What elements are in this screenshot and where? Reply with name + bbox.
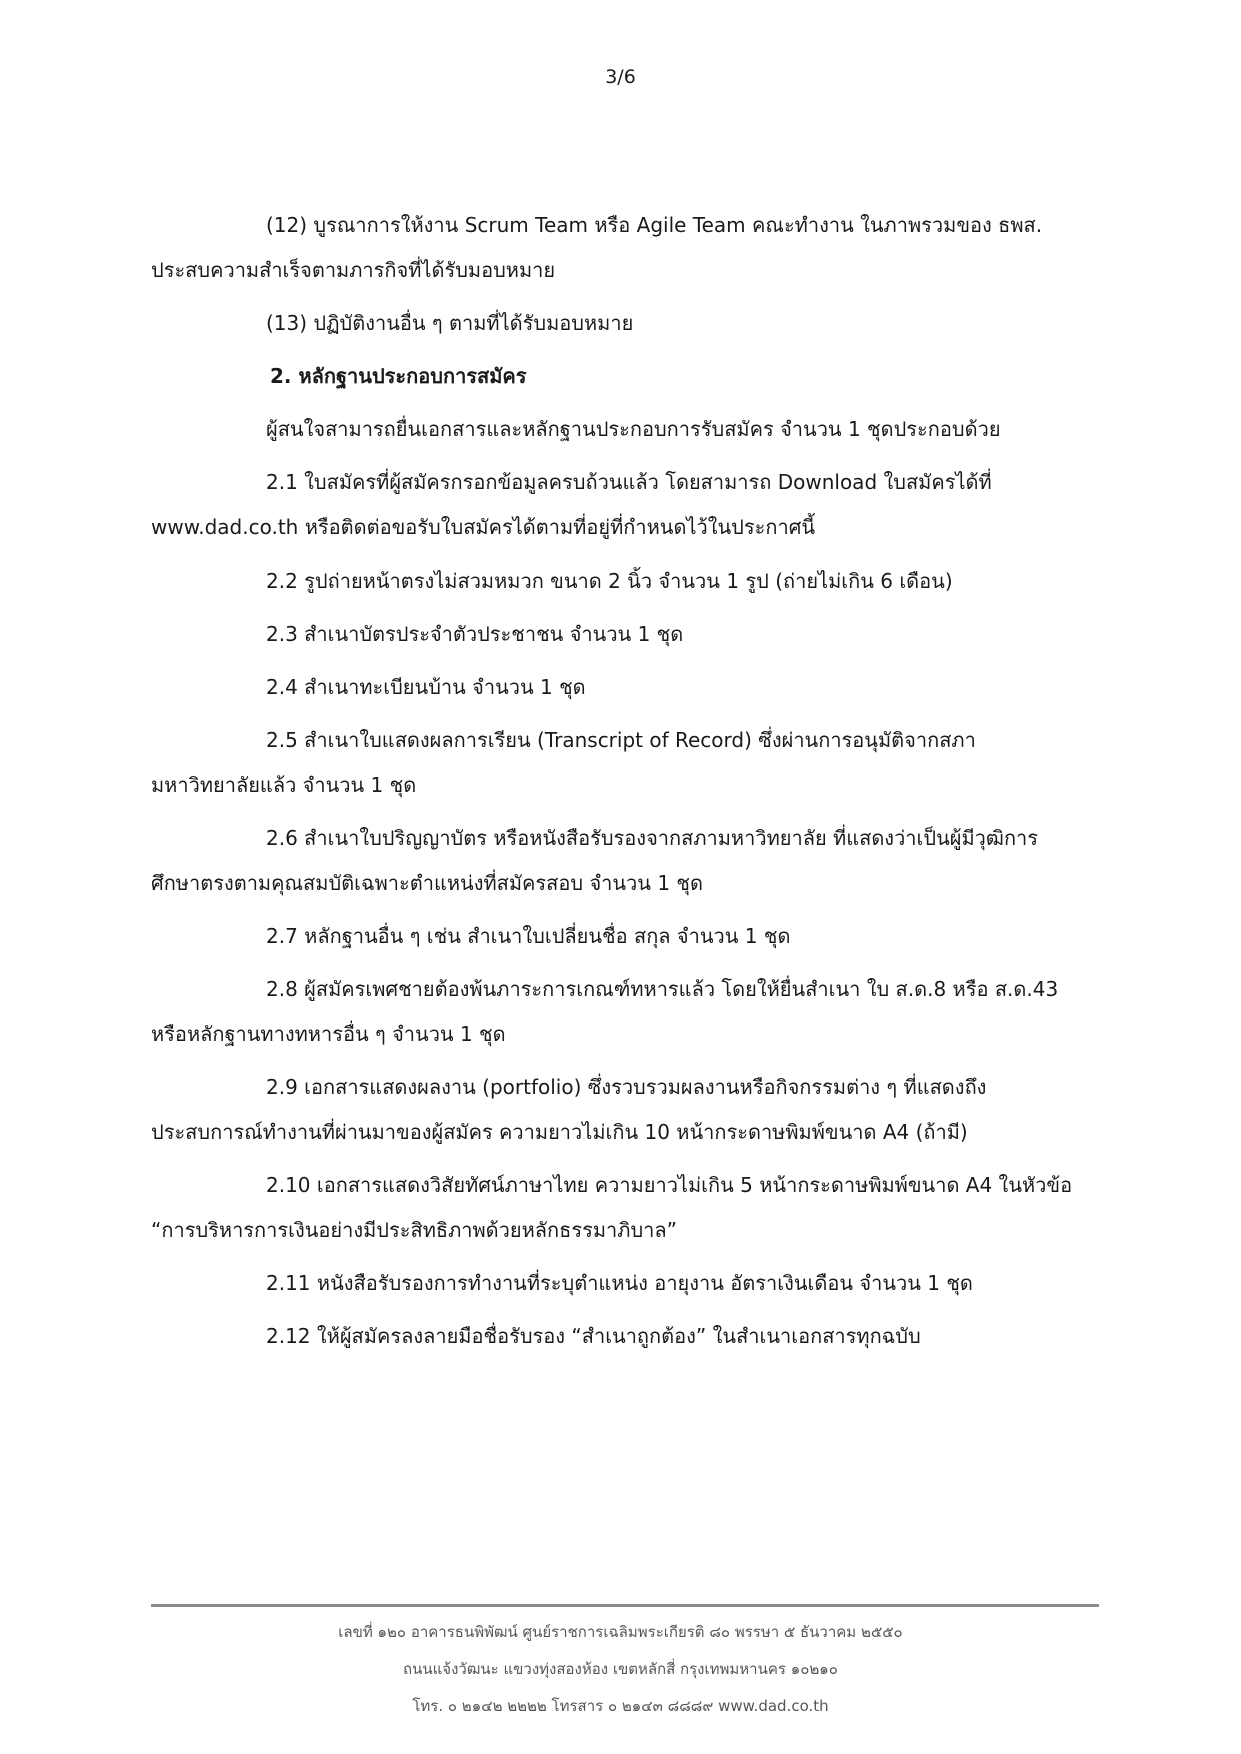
item-2-1-line-2: www.dad.co.th หรือติดต่อขอรับใบสมัครได้ตามที่อยู่ที่กำหนดไว้ในประกาศนี้ [151,515,816,539]
item-2-10-line-2: “การบริหารการเงินอย่างมีประสิทธิภาพด้วยหลักธรรมาภิบาล” [151,1218,677,1242]
item-13: (13) ปฏิบัติงานอื่น ๆ ตามที่ได้รับมอบหมาย [266,311,634,335]
item-2-6-line-1: 2.6 สำเนาใบปริญญาบัตร หรือหนังสือรับรองจากสภามหาวิทยาลัย ที่แสดงว่าเป็นผู้มีวุฒิการ [266,826,1039,850]
item-2-10-line-1: 2.10 เอกสารแสดงวิสัยทัศน์ภาษาไทย ความยาวไม่เกิน 5 หน้ากระดาษพิมพ์ขนาด A4 ในหัวข้อ [266,1173,1073,1197]
footer-address-line-1: เลขที่ ๑๒๐ อาคารธนพิพัฒน์ ศูนย์ราชการเฉลิมพระเกียรติ ๘๐ พรรษา ๕ ธันวาคม ๒๕๕๐ [338,1623,903,1641]
item-2-8-line-2: หรือหลักฐานทางทหารอื่น ๆ จำนวน 1 ชุด [151,1022,506,1046]
footer-contact-line: โทร. ๐ ๒๑๔๒ ๒๒๒๒ โทรสาร ๐ ๒๑๔๓ ๘๘๘๙ www.dad.co.th [412,1697,829,1715]
item-2-5-line-1: 2.5 สำเนาใบแสดงผลการเรียน (Transcript of Record) ซึ่งผ่านการอนุมัติจากสภา [266,728,976,752]
item-12-line-1: (12) บูรณาการให้งาน Scrum Team หรือ Agile Team คณะทำงาน ในภาพรวมของ ธพส. [266,213,1043,237]
item-2-8-line-1: 2.8 ผู้สมัครเพศชายต้องพ้นภาระการเกณฑ์ทหารแล้ว โดยให้ยื่นสำเนา ใบ ส.ด.8 หรือ ส.ด.43 [266,977,1059,1001]
item-2-7: 2.7 หลักฐานอื่น ๆ เช่น สำเนาใบเปลี่ยนชื่อ สกุล จำนวน 1 ชุด [266,924,791,948]
footer-divider [151,1604,1099,1607]
item-2-5-line-2: มหาวิทยาลัยแล้ว จำนวน 1 ชุด [151,773,417,797]
item-2-9-line-1: 2.9 เอกสารแสดงผลงาน (portfolio) ซึ่งรวบรวมผลงานหรือกิจกรรมต่าง ๆ ที่แสดงถึง [266,1075,987,1099]
item-2-11: 2.11 หนังสือรับรองการทำงานที่ระบุตำแหน่ง อายุงาน อัตราเงินเดือน จำนวน 1 ชุด [266,1271,973,1295]
item-2-9-line-2: ประสบการณ์ทำงานที่ผ่านมาของผู้สมัคร ความยาวไม่เกิน 10 หน้ากระดาษพิมพ์ขนาด A4 (ถ้ามี) [151,1120,968,1144]
item-2-6-line-2: ศึกษาตรงตามคุณสมบัติเฉพาะตำแหน่งที่สมัครสอบ จำนวน 1 ชุด [151,871,703,895]
section-2-intro: ผู้สนใจสามารถยื่นเอกสารและหลักฐานประกอบการรับสมัคร จำนวน 1 ชุดประกอบด้วย [266,417,1001,441]
footer-address-line-2: ถนนแจ้งวัฒนะ แขวงทุ่งสองห้อง เขตหลักสี่ กรุงเทพมหานคร ๑๐๒๑๐ [403,1660,838,1678]
section-2-heading: 2. หลักฐานประกอบการสมัคร [270,364,527,388]
item-2-3: 2.3 สำเนาบัตรประจำตัวประชาชน จำนวน 1 ชุด [266,622,684,646]
item-2-1-line-1: 2.1 ใบสมัครที่ผู้สมัครกรอกข้อมูลครบถ้วนแล้ว โดยสามารถ Download ใบสมัครได้ที่ [266,470,992,494]
item-2-2: 2.2 รูปถ่ายหน้าตรงไม่สวมหมวก ขนาด 2 นิ้ว จำนวน 1 รูป (ถ่ายไม่เกิน 6 เดือน) [266,569,953,593]
item-2-12: 2.12 ให้ผู้สมัครลงลายมือชื่อรับรอง “สำเนาถูกต้อง” ในสำเนาเอกสารทุกฉบับ [266,1324,921,1348]
item-2-4: 2.4 สำเนาทะเบียนบ้าน จำนวน 1 ชุด [266,675,586,699]
item-12-line-2: ประสบความสำเร็จตามภารกิจที่ได้รับมอบหมาย [151,258,556,282]
page-number: 3/6 [605,66,636,88]
